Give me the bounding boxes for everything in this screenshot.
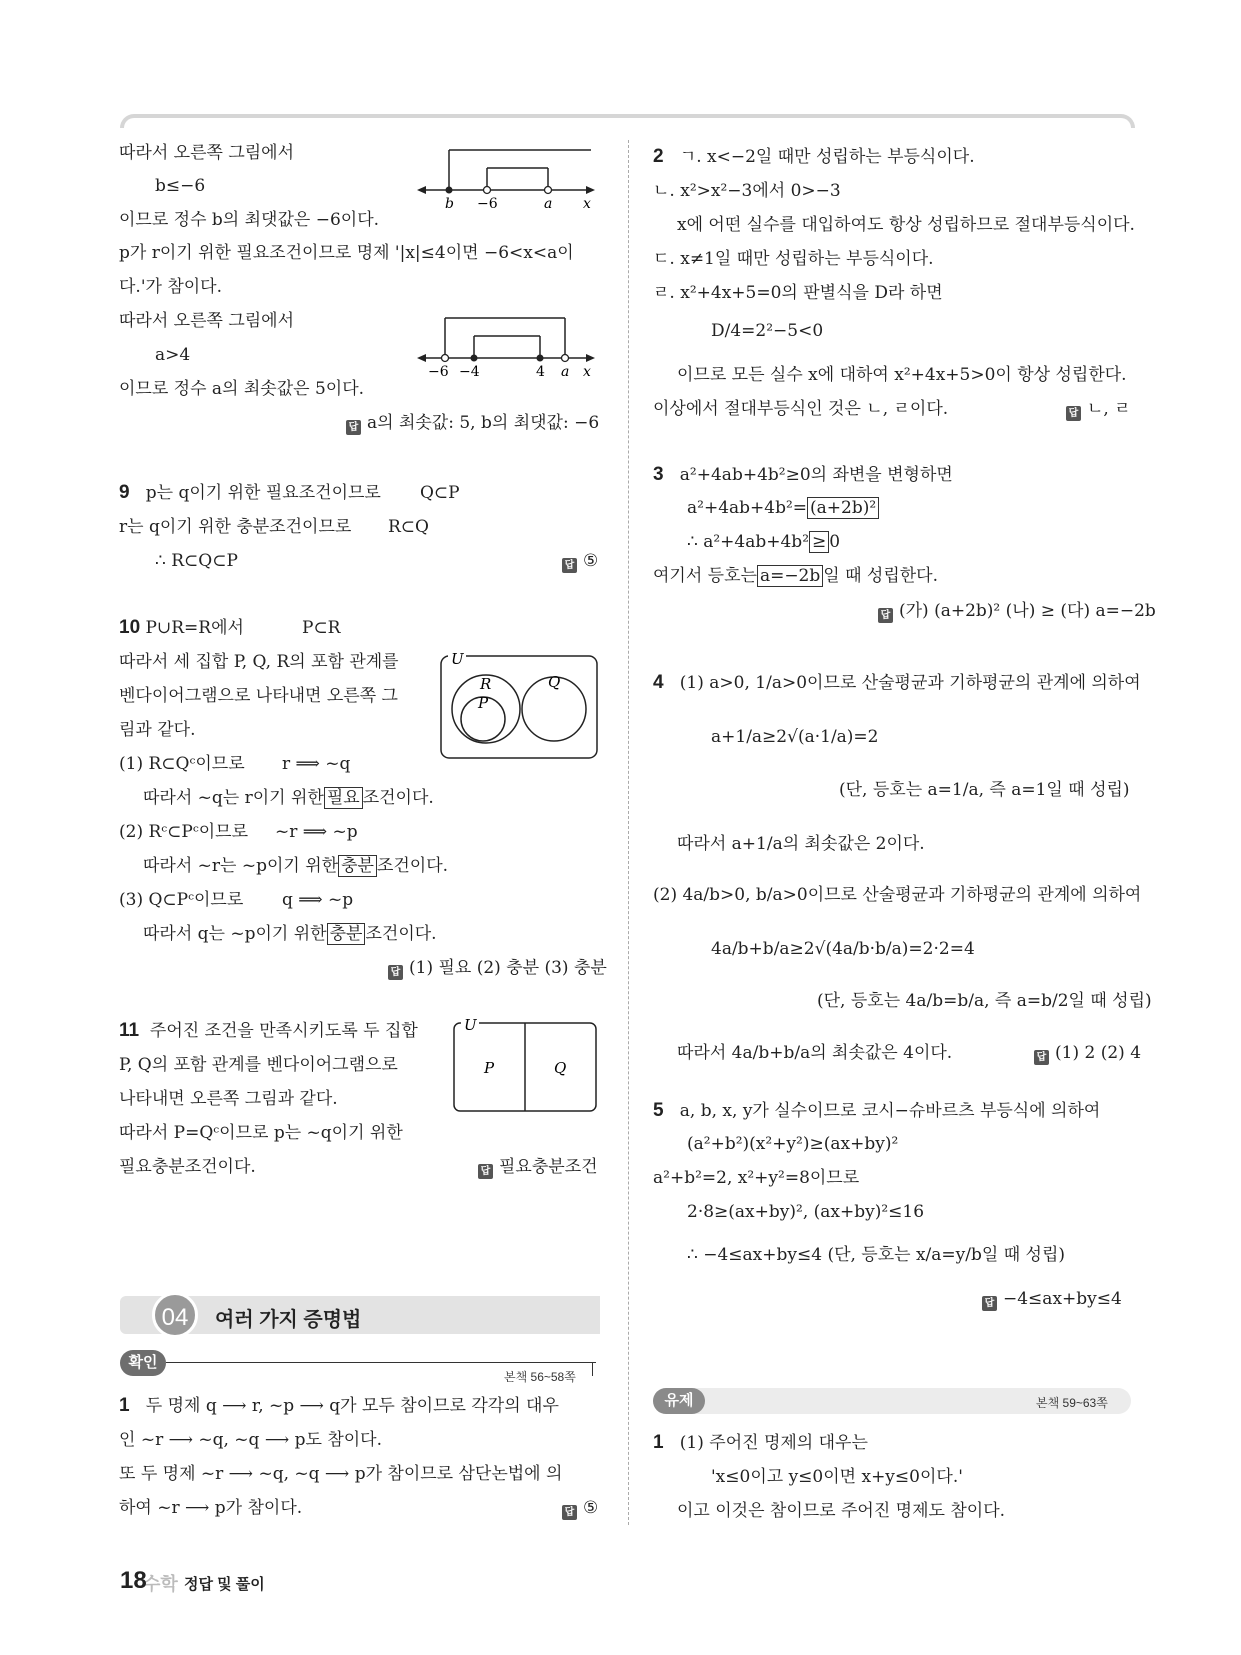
text-line: ㄹ. x²+4x+5=0의 판별식을 D라 하면: [653, 283, 943, 303]
text-line: (1) R⊂Qᶜ이므로: [119, 754, 245, 774]
answer-icon: 답: [1066, 406, 1081, 421]
answer-line: [562, 550, 598, 573]
section-title: 여러 가지 증명법: [215, 1309, 362, 1331]
footer-label: 정답 및 풀이: [184, 1576, 265, 1593]
problem-line: [653, 464, 953, 486]
answer-text: ⑤: [583, 1498, 599, 1518]
answer-icon: 답: [478, 1164, 493, 1179]
problem-number: 1: [653, 1432, 664, 1453]
math-line: a>4: [155, 345, 191, 365]
text: 조건이다.: [362, 788, 434, 808]
problem-number: 1: [119, 1395, 130, 1416]
text: P∪R=R에서: [145, 618, 244, 638]
problem-number: 2: [653, 146, 664, 167]
text: 여기서 등호는: [653, 566, 757, 586]
blank-box: 충분: [327, 923, 366, 945]
text-line: [653, 565, 938, 587]
answer-text: (1) 필요 (2) 충분 (3) 충분: [409, 958, 607, 978]
venn-label-Q: Q: [554, 1059, 567, 1077]
practice-badge: 유제: [653, 1388, 705, 1414]
venn-diagram-10: [440, 652, 598, 760]
section-header: [120, 1296, 600, 1334]
answer-icon: 답: [346, 420, 361, 435]
text-line: 이므로 모든 실수 x에 대하여 x²+4x+5>0이 항상 성립한다.: [677, 365, 1127, 385]
text: 주어진 조건을 만족시키도록 두 집합: [149, 1021, 418, 1041]
number-line-1: [415, 142, 595, 210]
math-line: D/4=2²−5<0: [711, 321, 824, 341]
text: a²+4ab+4b²≥0의 좌변을 변형하면: [679, 465, 953, 485]
text-line: 인 ~r ⟶ ~q, ~q ⟶ p도 참이다.: [119, 1430, 382, 1450]
answer-text: (가) (a+2b)² (나) ≥ (다) a=−2b: [899, 601, 1156, 621]
text-line: 따라서 오른쪽 그림에서: [119, 143, 295, 163]
answer-line: [1066, 398, 1131, 421]
text-line: 따라서 P=Qᶜ이므로 p는 ~q이기 위한: [119, 1123, 403, 1143]
math-line: (a²+b²)(x²+y²)≥(ax+by)²: [687, 1134, 899, 1154]
answer-text: (1) 2 (2) 4: [1055, 1043, 1142, 1063]
text-line: r는 q이기 위한 충분조건이므로: [119, 517, 352, 537]
venn-label-U: U: [451, 652, 464, 668]
venn-label-R: R: [480, 675, 492, 693]
text-line: x에 어떤 실수를 대입하여도 항상 성립하므로 절대부등식이다.: [677, 215, 1135, 235]
text-line: (2) Rᶜ⊂Pᶜ이므로: [119, 822, 249, 842]
problem-line: [119, 1395, 559, 1417]
text-line: [143, 855, 448, 877]
blank-box: a=−2b: [757, 565, 823, 587]
number-line-2: [415, 310, 595, 378]
math-line: [687, 531, 840, 553]
condition-line: (단, 등호는 4a/b=b/a, 즉 a=b/2일 때 성립): [817, 991, 1152, 1011]
text: 0: [829, 532, 841, 552]
text-line: 나타내면 오른쪽 그림과 같다.: [119, 1089, 338, 1109]
math-line: ∴ R⊂Q⊂P: [155, 551, 238, 571]
blank-box: 충분: [338, 855, 377, 877]
text-line: P, Q의 포함 관계를 벤다이어그램으로: [119, 1055, 398, 1075]
answer-line: [562, 1497, 598, 1520]
venn-label-P: P: [484, 1059, 495, 1077]
venn-diagram-11: [453, 1018, 598, 1114]
text-line: [143, 923, 437, 945]
math-line: 2·8≥(ax+by)², (ax+by)²≤16: [687, 1202, 925, 1222]
math-line: [687, 497, 879, 519]
problem-line: [119, 617, 244, 639]
text: a²+4ab+4b²=: [687, 498, 808, 518]
text-line: 벤다이어그램으로 나타내면 오른쪽 그: [119, 686, 398, 706]
problem-line: [653, 1432, 868, 1454]
answer-text: ㄴ, ㄹ: [1087, 399, 1131, 419]
text-line: 'x≤0이고 y≤0이면 x+y≤0이다.': [711, 1467, 963, 1487]
math-line: r ⟹ ~q: [282, 754, 351, 774]
problem-number: 10: [119, 617, 141, 638]
blank-box: ≥: [809, 531, 829, 553]
math-line: ∴ −4≤ax+by≤4 (단, 등호는 x/a=y/b일 때 성립): [687, 1245, 1066, 1265]
math-line: P⊂R: [302, 618, 341, 638]
problem-number: 5: [653, 1100, 664, 1121]
answer-icon: 답: [562, 558, 577, 573]
answer-icon: 답: [878, 608, 893, 623]
text: 두 명제 q ⟶ r, ~p ⟶ q가 모두 참이므로 각각의 대우: [145, 1396, 559, 1416]
answer-icon: 답: [562, 1505, 577, 1520]
text-line: ㄴ. x²>x²−3에서 0>−3: [653, 181, 841, 201]
venn-label-P: P: [478, 694, 489, 712]
problem-number: 11: [119, 1020, 140, 1041]
check-badge: 확인: [120, 1350, 166, 1376]
page-reference: 본책 59~63쪽: [1036, 1396, 1108, 1410]
answer-line: [478, 1156, 598, 1179]
text-line: 또 두 명제 ~r ⟶ ~q, ~q ⟶ p가 참이므로 삼단논법에 의: [119, 1464, 563, 1484]
condition-line: (단, 등호는 a=1/a, 즉 a=1일 때 성립): [839, 780, 1130, 800]
tick-label: b: [445, 196, 454, 210]
text-line: 림과 같다.: [119, 720, 196, 740]
answer-icon: 답: [1034, 1050, 1049, 1065]
problem-line: [653, 146, 975, 168]
text: p는 q이기 위한 필요조건이므로: [145, 483, 381, 503]
math-line: ~r ⟹ ~p: [275, 822, 358, 842]
answer-text: −4≤ax+by≤4: [1003, 1289, 1122, 1309]
text-line: (2) 4a/b>0, b/a>0이므로 산술평균과 기하평균의 관계에 의하여: [653, 885, 1142, 905]
answer-line: [1034, 1042, 1141, 1065]
text-line: 이고 이것은 참이므로 주어진 명제도 참이다.: [677, 1501, 1006, 1521]
page-number: 18: [120, 1567, 147, 1594]
tick-label: a: [544, 196, 553, 210]
tick-label: 4: [536, 364, 545, 378]
math-line: Q⊂P: [420, 483, 460, 503]
tick-label: −4: [459, 364, 480, 378]
answer-text: a의 최솟값: 5, b의 최댓값: −6: [367, 413, 600, 433]
problem-number: 9: [119, 482, 130, 503]
problem-number: 4: [653, 672, 664, 693]
answer-line: [878, 600, 1156, 623]
text: 따라서 ~r는 ~p이기 위한: [143, 856, 339, 876]
math-line: a+1/a≥2√(a·1/a)=2: [711, 727, 879, 747]
page-top-bar: [120, 114, 1135, 128]
text: 따라서 ~q는 r이기 위한: [143, 788, 324, 808]
tick-label: x: [583, 364, 591, 378]
text: ㄱ. x<−2일 때만 성립하는 부등식이다.: [679, 147, 975, 167]
text: 조건이다.: [365, 924, 437, 944]
text: (1) 주어진 명제의 대우는: [679, 1433, 868, 1453]
math-line: 4a/b+b/a≥2√(4a/b·b/a)=2·2=4: [711, 939, 975, 959]
check-rule-end: [592, 1362, 593, 1376]
text: 따라서 q는 ~p이기 위한: [143, 924, 327, 944]
answer-line: [388, 957, 607, 980]
venn-label-U: U: [464, 1018, 477, 1034]
text: a, b, x, y가 실수이므로 코시−슈바르츠 부등식에 의하여: [679, 1101, 1101, 1121]
tick-label: −6: [477, 196, 498, 210]
column-divider: [628, 140, 629, 1525]
text-line: 따라서 4a/b+b/a의 최솟값은 4이다.: [677, 1043, 953, 1063]
text-line: 필요충분조건이다.: [119, 1157, 256, 1177]
text: (1) a>0, 1/a>0이므로 산술평균과 기하평균의 관계에 의하여: [679, 673, 1141, 693]
math-line: q ⟹ ~p: [282, 890, 354, 910]
text: 조건이다.: [376, 856, 449, 876]
text-line: (3) Q⊂Pᶜ이므로: [119, 890, 244, 910]
answer-text: 필요충분조건: [499, 1157, 598, 1177]
problem-number: 3: [653, 464, 664, 485]
page-reference: 본책 56~58쪽: [504, 1370, 576, 1384]
text-line: p가 r이기 위한 필요조건이므로 명제 '|x|≤4이면 −6<x<a이: [119, 243, 574, 263]
answer-line: [346, 412, 599, 435]
text-line: 따라서 세 집합 P, Q, R의 포함 관계를: [119, 652, 399, 672]
problem-line: [653, 672, 1141, 694]
text: 일 때 성립한다.: [823, 566, 939, 586]
section-number: 04: [152, 1292, 198, 1338]
text-line: 따라서 오른쪽 그림에서: [119, 311, 295, 331]
check-rule: [166, 1362, 596, 1363]
blank-box: 필요: [324, 787, 363, 809]
problem-line: [119, 482, 381, 504]
text: ∴ a²+4ab+4b²: [687, 532, 810, 552]
text-line: 따라서 a+1/a의 최솟값은 2이다.: [677, 834, 925, 854]
answer-text: ⑤: [583, 551, 599, 571]
blank-box: (a+2b)²: [807, 497, 879, 519]
problem-line: [653, 1100, 1100, 1122]
text-line: a²+b²=2, x²+y²=8이므로: [653, 1168, 860, 1188]
tick-label: −6: [428, 364, 449, 378]
text-line: ㄷ. x≠1일 때만 성립하는 부등식이다.: [653, 249, 934, 269]
text-line: [143, 787, 434, 809]
math-line: b≤−6: [155, 176, 206, 196]
text-line: 이므로 정수 b의 최댓값은 −6이다.: [119, 210, 380, 230]
tick-label: x: [583, 196, 591, 210]
text-line: 이상에서 절대부등식인 것은 ㄴ, ㄹ이다.: [653, 399, 949, 419]
venn-label-Q: Q: [548, 673, 561, 691]
problem-line: [119, 1020, 418, 1042]
math-line: R⊂Q: [388, 517, 429, 537]
text-line: 이므로 정수 a의 최솟값은 5이다.: [119, 379, 365, 399]
text-line: 다.'가 참이다.: [119, 277, 222, 297]
footer-brand: 수학: [143, 1574, 178, 1594]
tick-label: a: [561, 364, 570, 378]
answer-icon: 답: [388, 965, 403, 980]
text-line: 하여 ~r ⟶ p가 참이다.: [119, 1498, 303, 1518]
answer-line: [982, 1288, 1122, 1311]
answer-icon: 답: [982, 1296, 997, 1311]
